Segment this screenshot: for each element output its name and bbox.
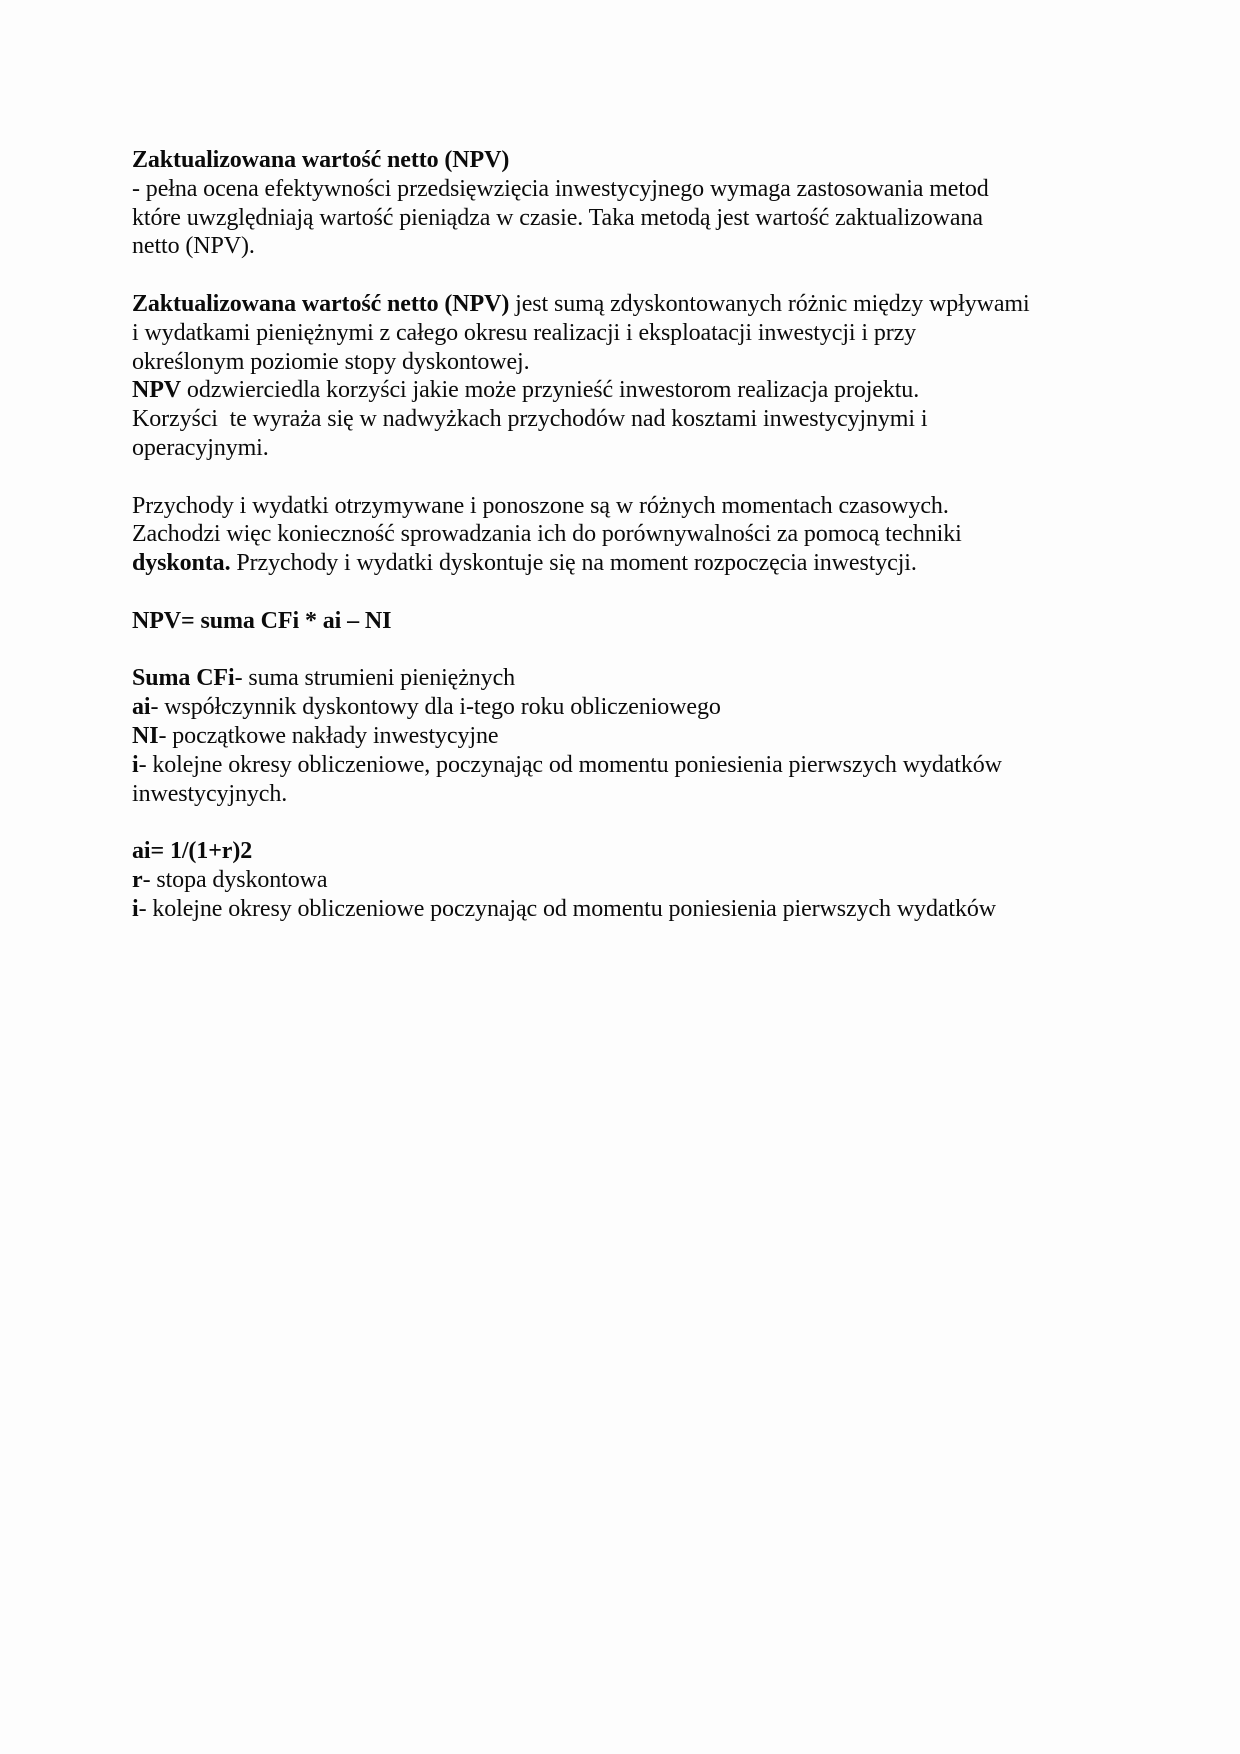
line-text: - początkowe nakłady inwestycyjne: [158, 722, 499, 749]
text-line: [132, 175, 1142, 204]
bold-term: ai: [132, 694, 151, 721]
text-line: [132, 232, 1142, 261]
ai-formula: [132, 837, 1142, 866]
text-line: [132, 780, 1142, 809]
line-text: inwestycyjnych.: [132, 780, 288, 807]
blank-line: [132, 261, 1142, 290]
formula-text: NPV= suma CFi * ai – NI: [132, 607, 392, 634]
definition-line: [132, 664, 1142, 693]
text-line: [132, 492, 1142, 521]
blank-line: [132, 578, 1142, 607]
bold-term: Suma CFi: [132, 665, 235, 692]
text-line: [132, 405, 1142, 434]
text-line: [132, 290, 1142, 319]
doc-title: [132, 146, 1142, 175]
definition-line: [132, 895, 1142, 924]
definition-line: [132, 693, 1142, 722]
text-line: [132, 319, 1142, 348]
bold-term: Zaktualizowana wartość netto (NPV): [132, 290, 510, 317]
line-text: i wydatkami pieniężnymi z całego okresu realizacji i eksploatacji inwestycji i przy: [132, 319, 917, 346]
line-text: Przychody i wydatki otrzymywane i ponoszone są w różnych momentach czasowych.: [132, 492, 949, 519]
npv-formula: [132, 607, 1142, 636]
bold-term: i: [132, 751, 139, 778]
blank-line: [132, 636, 1142, 665]
blank-line: [132, 808, 1142, 837]
blank-line: [132, 463, 1142, 492]
bold-term: Zaktualizowana wartość netto (NPV): [132, 147, 510, 173]
bold-term: NPV: [132, 377, 182, 404]
line-text: Przychody i wydatki dyskontuje się na moment rozpoczęcia inwestycji.: [230, 550, 917, 577]
definition-line: [132, 751, 1142, 780]
line-text: - kolejne okresy obliczeniowe poczynając od momentu poniesienia pierwszych wydatków: [138, 895, 997, 922]
text-line: [132, 348, 1142, 377]
document-body: [132, 146, 1142, 924]
bold-term: r: [132, 866, 143, 893]
line-text: - współczynnik dyskontowy dla i-tego roku obliczeniowego: [150, 694, 721, 721]
definition-line: [132, 722, 1142, 751]
line-text: netto (NPV).: [132, 233, 255, 260]
text-line: [132, 376, 1142, 405]
text-line: [132, 434, 1142, 463]
line-text: - stopa dyskontowa: [142, 866, 328, 893]
line-text: operacyjnymi.: [132, 434, 269, 461]
line-text: Zachodzi więc konieczność sprowadzania ich do porównywalności za pomocą techniki: [132, 521, 962, 548]
line-text: - pełna ocena efektywności przedsięwzięcia inwestycyjnego wymaga zastosowania metod: [132, 175, 989, 202]
text-line: [132, 204, 1142, 233]
text-line: [132, 520, 1142, 549]
bold-term: dyskonta.: [132, 550, 231, 577]
bold-term: NI: [132, 722, 159, 749]
line-text: - suma strumieni pieniężnych: [234, 665, 516, 692]
definition-line: [132, 866, 1142, 895]
text-line: [132, 549, 1142, 578]
line-text: odzwierciedla korzyści jakie może przynieść inwestorom realizacja projektu.: [181, 377, 920, 404]
bold-term: i: [132, 895, 139, 922]
formula-text: ai= 1/(1+r)2: [132, 838, 253, 865]
line-text: które uwzględniają wartość pieniądza w czasie. Taka metodą jest wartość zaktualizowana: [132, 204, 983, 231]
line-text: - kolejne okresy obliczeniowe, poczynając od momentu poniesienia pierwszych wydatków: [138, 751, 1002, 778]
line-text: jest sumą zdyskontowanych różnic między wpływami: [509, 290, 1030, 317]
line-text: określonym poziomie stopy dyskontowej.: [132, 348, 530, 375]
line-text: Korzyści te wyraża się w nadwyżkach przychodów nad kosztami inwestycyjnymi i: [132, 406, 928, 433]
